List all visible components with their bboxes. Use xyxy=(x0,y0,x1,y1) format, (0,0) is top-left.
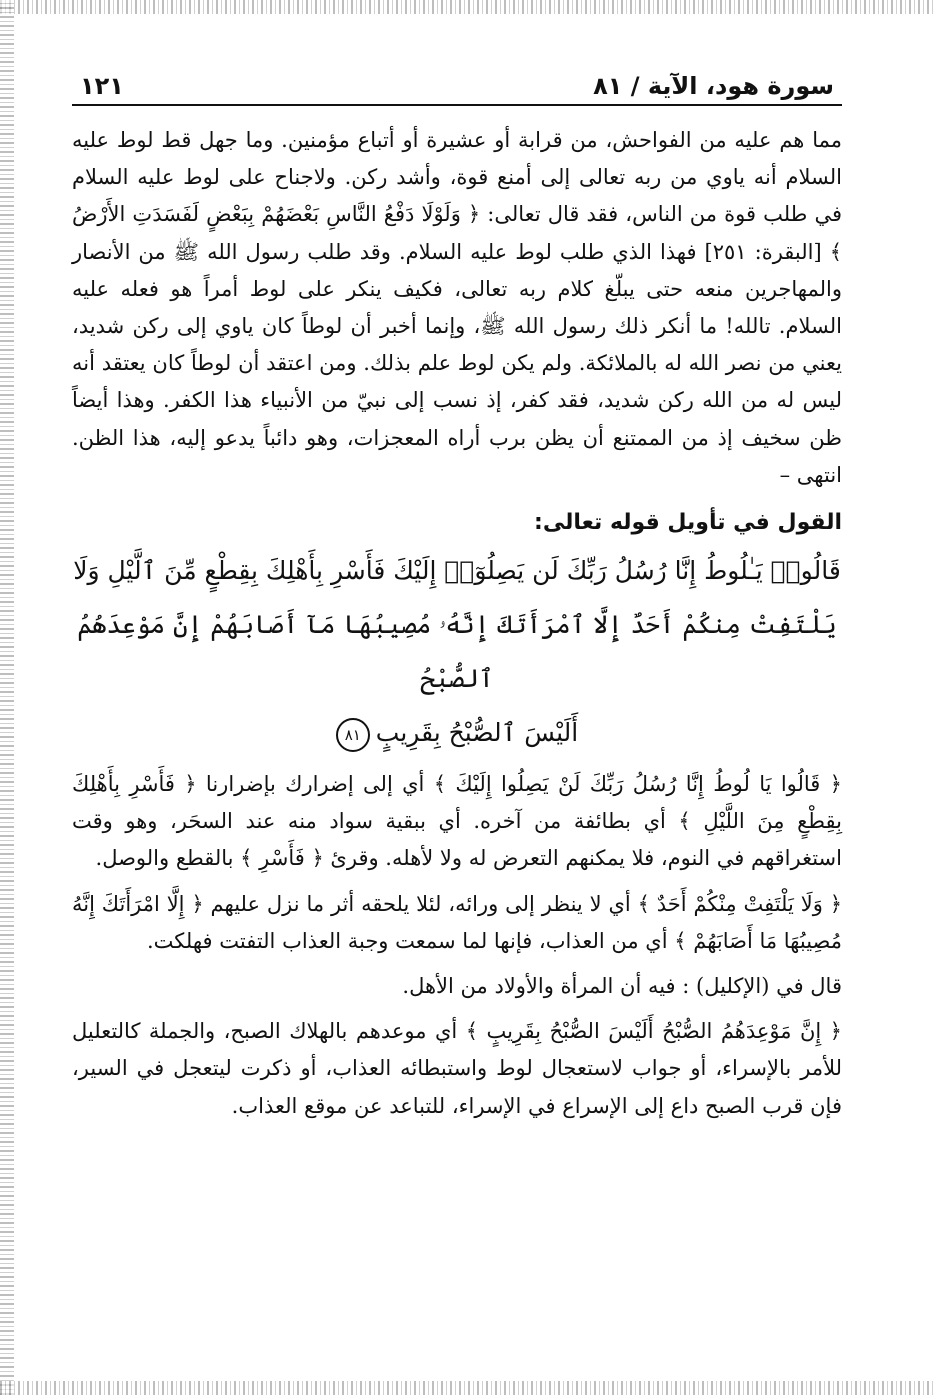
book-page xyxy=(72,62,842,1125)
decorative-border-left xyxy=(0,0,14,1395)
page-header xyxy=(72,62,842,106)
page-body xyxy=(72,106,842,1125)
decorative-border-top xyxy=(0,0,933,14)
ayah-number-icon: ٨١ xyxy=(336,718,370,752)
commentary-paragraph: ﴿ إِنَّ مَوْعِدَهُمُ الصُّبْحُ أَلَيْسَ الصُّبْحُ بِقَرِيبٍ ﴾ أي موعدهم بالهلاك الصبح، والجملة كالتعليل للأمر بالإسراء، أو جواب لاستعجال لوط واستبطائه العذاب، أو ذكرت ليتعجل في السير، فإن قرب الصبح داع إلى الإسراع في الإسراء، للتباعد عن موقع العذاب. xyxy=(72,1019,842,1118)
verse-line xyxy=(72,706,842,760)
verse-line: قَالُوا۟ يَـٰلُوطُ إِنَّا رُسُلُ رَبِّكَ لَن يَصِلُوٓا۟ إِلَيْكَ فَأَسْرِ بِأَهْلِكَ بِقِطْعٍ مِّنَ ٱلَّيْلِ وَلَا xyxy=(73,556,841,586)
section-heading: القول في تأويل قوله تعالى: xyxy=(534,510,842,536)
running-title: سورة هود، الآية / ٨١ xyxy=(593,72,834,100)
decorative-border-bottom xyxy=(0,1381,933,1395)
commentary-paragraph: ﴿ وَلَا يَلْتَفِتْ مِنْكُمْ أَحَدٌ ﴾ أي لا ينظر إلى ورائه، لئلا يلحقه أثر ما نزل عليهم ﴿ إِلَّا امْرَأَتَكَ إِنَّهُ مُصِيبُهَا مَا أَصَابَهُمْ ﴾ أي من العذاب، فإنها لما سمعت وجبة العذاب التفتت فهلكت. xyxy=(72,891,842,953)
commentary-paragraph: ﴿ قَالُوا يَا لُوطُ إِنَّا رُسُلُ رَبِّكَ لَنْ يَصِلُوا إِلَيْكَ ﴾ أي إلى إضرارك بإضرارنا ﴿ فَأَسْرِ بِأَهْلِكَ بِقِطْعٍ مِنَ اللَّيْلِ ﴾ أي بطائفة من آخره. أي ببقية سواد منه عند السحَر، وهو وقت استغراقهم في النوم، فلا يمكنهم التعرض له ولا لأهله. وقرئ ﴿ فَأَسْرِ ﴾ بالقطع والوصل. xyxy=(72,772,842,871)
page-number: ١٢١ xyxy=(80,72,124,100)
commentary-paragraph: قال في (الإكليل) : فيه أن المرأة والأولاد من الأهل. xyxy=(402,974,842,999)
quran-verse-block xyxy=(72,544,842,760)
paragraph-top: مما هم عليه من الفواحش، من قرابة أو عشيرة أو أتباع مؤمنين. وما جهل قط لوط عليه السلام أنه ياوي من ربه تعالى إلى أمنع قوة، وأشد ركن. ولاجناح على لوط عليه السلام في طلب قوة من الناس، فقد قال تعالى: ﴿ وَلَوْلَا دَفْعُ النَّاسِ بَعْضَهُمْ بِبَعْضٍ لَفَسَدَتِ الأَرْضُ ﴾ [البقرة: ٢٥١] فهذا الذي طلب لوط عليه السلام. وقد طلب رسول الله ﷺ من الأنصار والمهاجرين منعه حتى يبلّغ كلام ربه تعالى، فكيف ينكر على لوط أمراً هو فعله عليه السلام. تالله! ما أنكر ذلك رسول الله ﷺ، وإنما أخبر أن لوطاً كان ياوي إلى ركن شديد، يعني من نصر الله له بالملائكة. ولم يكن لوط علم بذلك. ومن اعتقد أن لوطاً كان يعتقد أنه ليس له من الله ركن شديد، فقد كفر، إذ نسب إلى نبيّ من الأنبياء هذا الكفر. وهذا أيضاً ظن سخيف إذ من الممتنع أن يظن برب أراه المعجزات، وهو دائباً يدعو إليه، هذا الظن. انتهى – xyxy=(72,128,842,487)
verse-line-text: أَلَيْسَ ٱلصُّبْحُ بِقَرِيبٍ xyxy=(375,718,579,748)
verse-line: يَلْتَفِتْ مِنكُمْ أَحَدٌ إِلَّا ٱمْرَأَتَكَ إِنَّهُۥ مُصِيبُهَا مَآ أَصَابَهُمْ إِنَّ مَوْعِدَهُمُ ٱلصُّبْحُ xyxy=(77,610,837,694)
